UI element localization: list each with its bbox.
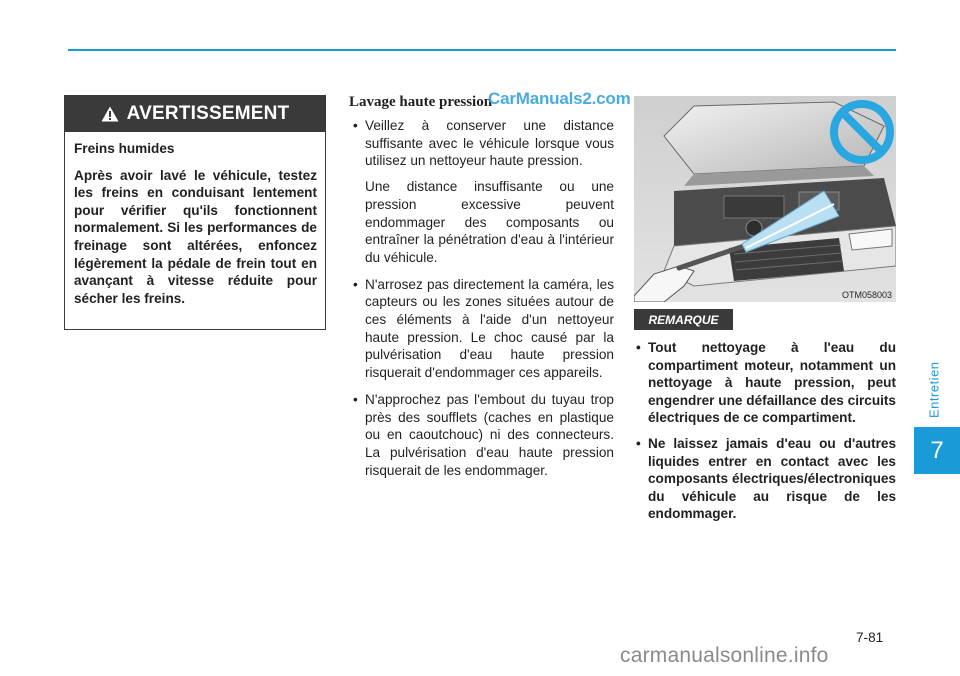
- section-title: Lavage haute pression: [349, 94, 493, 110]
- list-item: • Ne laissez jamais d'eau ou d'autres liquides entrer en contact avec les composants électriques/électroniques du véhicule au risque de les endommager.: [634, 435, 896, 523]
- page-number: 7-81: [856, 630, 884, 645]
- watermark-footer: carmanualsonline.info: [620, 644, 829, 667]
- warning-title: AVERTISSEMENT: [126, 103, 290, 124]
- watermark-top: CarManuals2.com: [488, 89, 631, 108]
- remarque-list: [634, 339, 896, 531]
- top-rule: [68, 49, 896, 51]
- engine-illustration: [634, 96, 896, 302]
- warning-text: Après avoir lavé le véhicule, testez les freins en conduisant lentement pour vérifier qu'ils fonctionnent normalement. Si les performances de freinage sont altérées, enfoncez légèrement la pédale de frein tout en avançant à vitesse réduite pour sécher les freins.: [74, 167, 317, 306]
- list-item: [349, 117, 614, 267]
- engine-bay-drawing: [634, 96, 896, 302]
- image-code: OTM058003: [841, 290, 892, 300]
- main-column: [349, 93, 614, 488]
- list-item-text: Une distance insuffisante ou une pression excessive peuvent endommager des composants ou entraîner la pénétration d'eau à l'intérieur du véhicule.: [365, 179, 614, 265]
- side-tab-label: Entretien: [926, 361, 942, 419]
- bullet-list: [349, 117, 614, 479]
- list-item-text: • N'approchez pas l'embout du tuyau trop près des soufflets (caches en plastique ou en caoutchouc) ni des connecteurs. La pulvérisation d'eau haute pression risquerait de les endommager.: [365, 391, 614, 478]
- list-item: • Tout nettoyage à l'eau du compartiment moteur, notamment un nettoyage à haute pression, peut engendrer une défaillance des circuits électriques de ce compartiment.: [634, 339, 896, 427]
- list-item: [349, 391, 614, 480]
- remarque-badge: REMARQUE: [634, 309, 733, 330]
- warning-triangle-icon: [101, 106, 119, 122]
- warning-header: [65, 96, 325, 132]
- warning-box: [64, 95, 326, 330]
- list-item: [349, 276, 614, 382]
- warning-subtitle: Freins humides: [74, 141, 175, 156]
- list-item-text: • N'arrosez pas directement la caméra, les capteurs ou les zones situées autour de ces éléments à l'aide d'un nettoyeur haute pression. Le choc causé par la pulvérisation d'eau haute pression risquerait d'endommager ces appareils.: [365, 276, 614, 381]
- list-item-text: • Veillez à conserver une distance suffisante avec le véhicule lorsque vous utilisez un nettoyeur haute pression.: [365, 118, 614, 169]
- chapter-tab: 7: [914, 427, 960, 474]
